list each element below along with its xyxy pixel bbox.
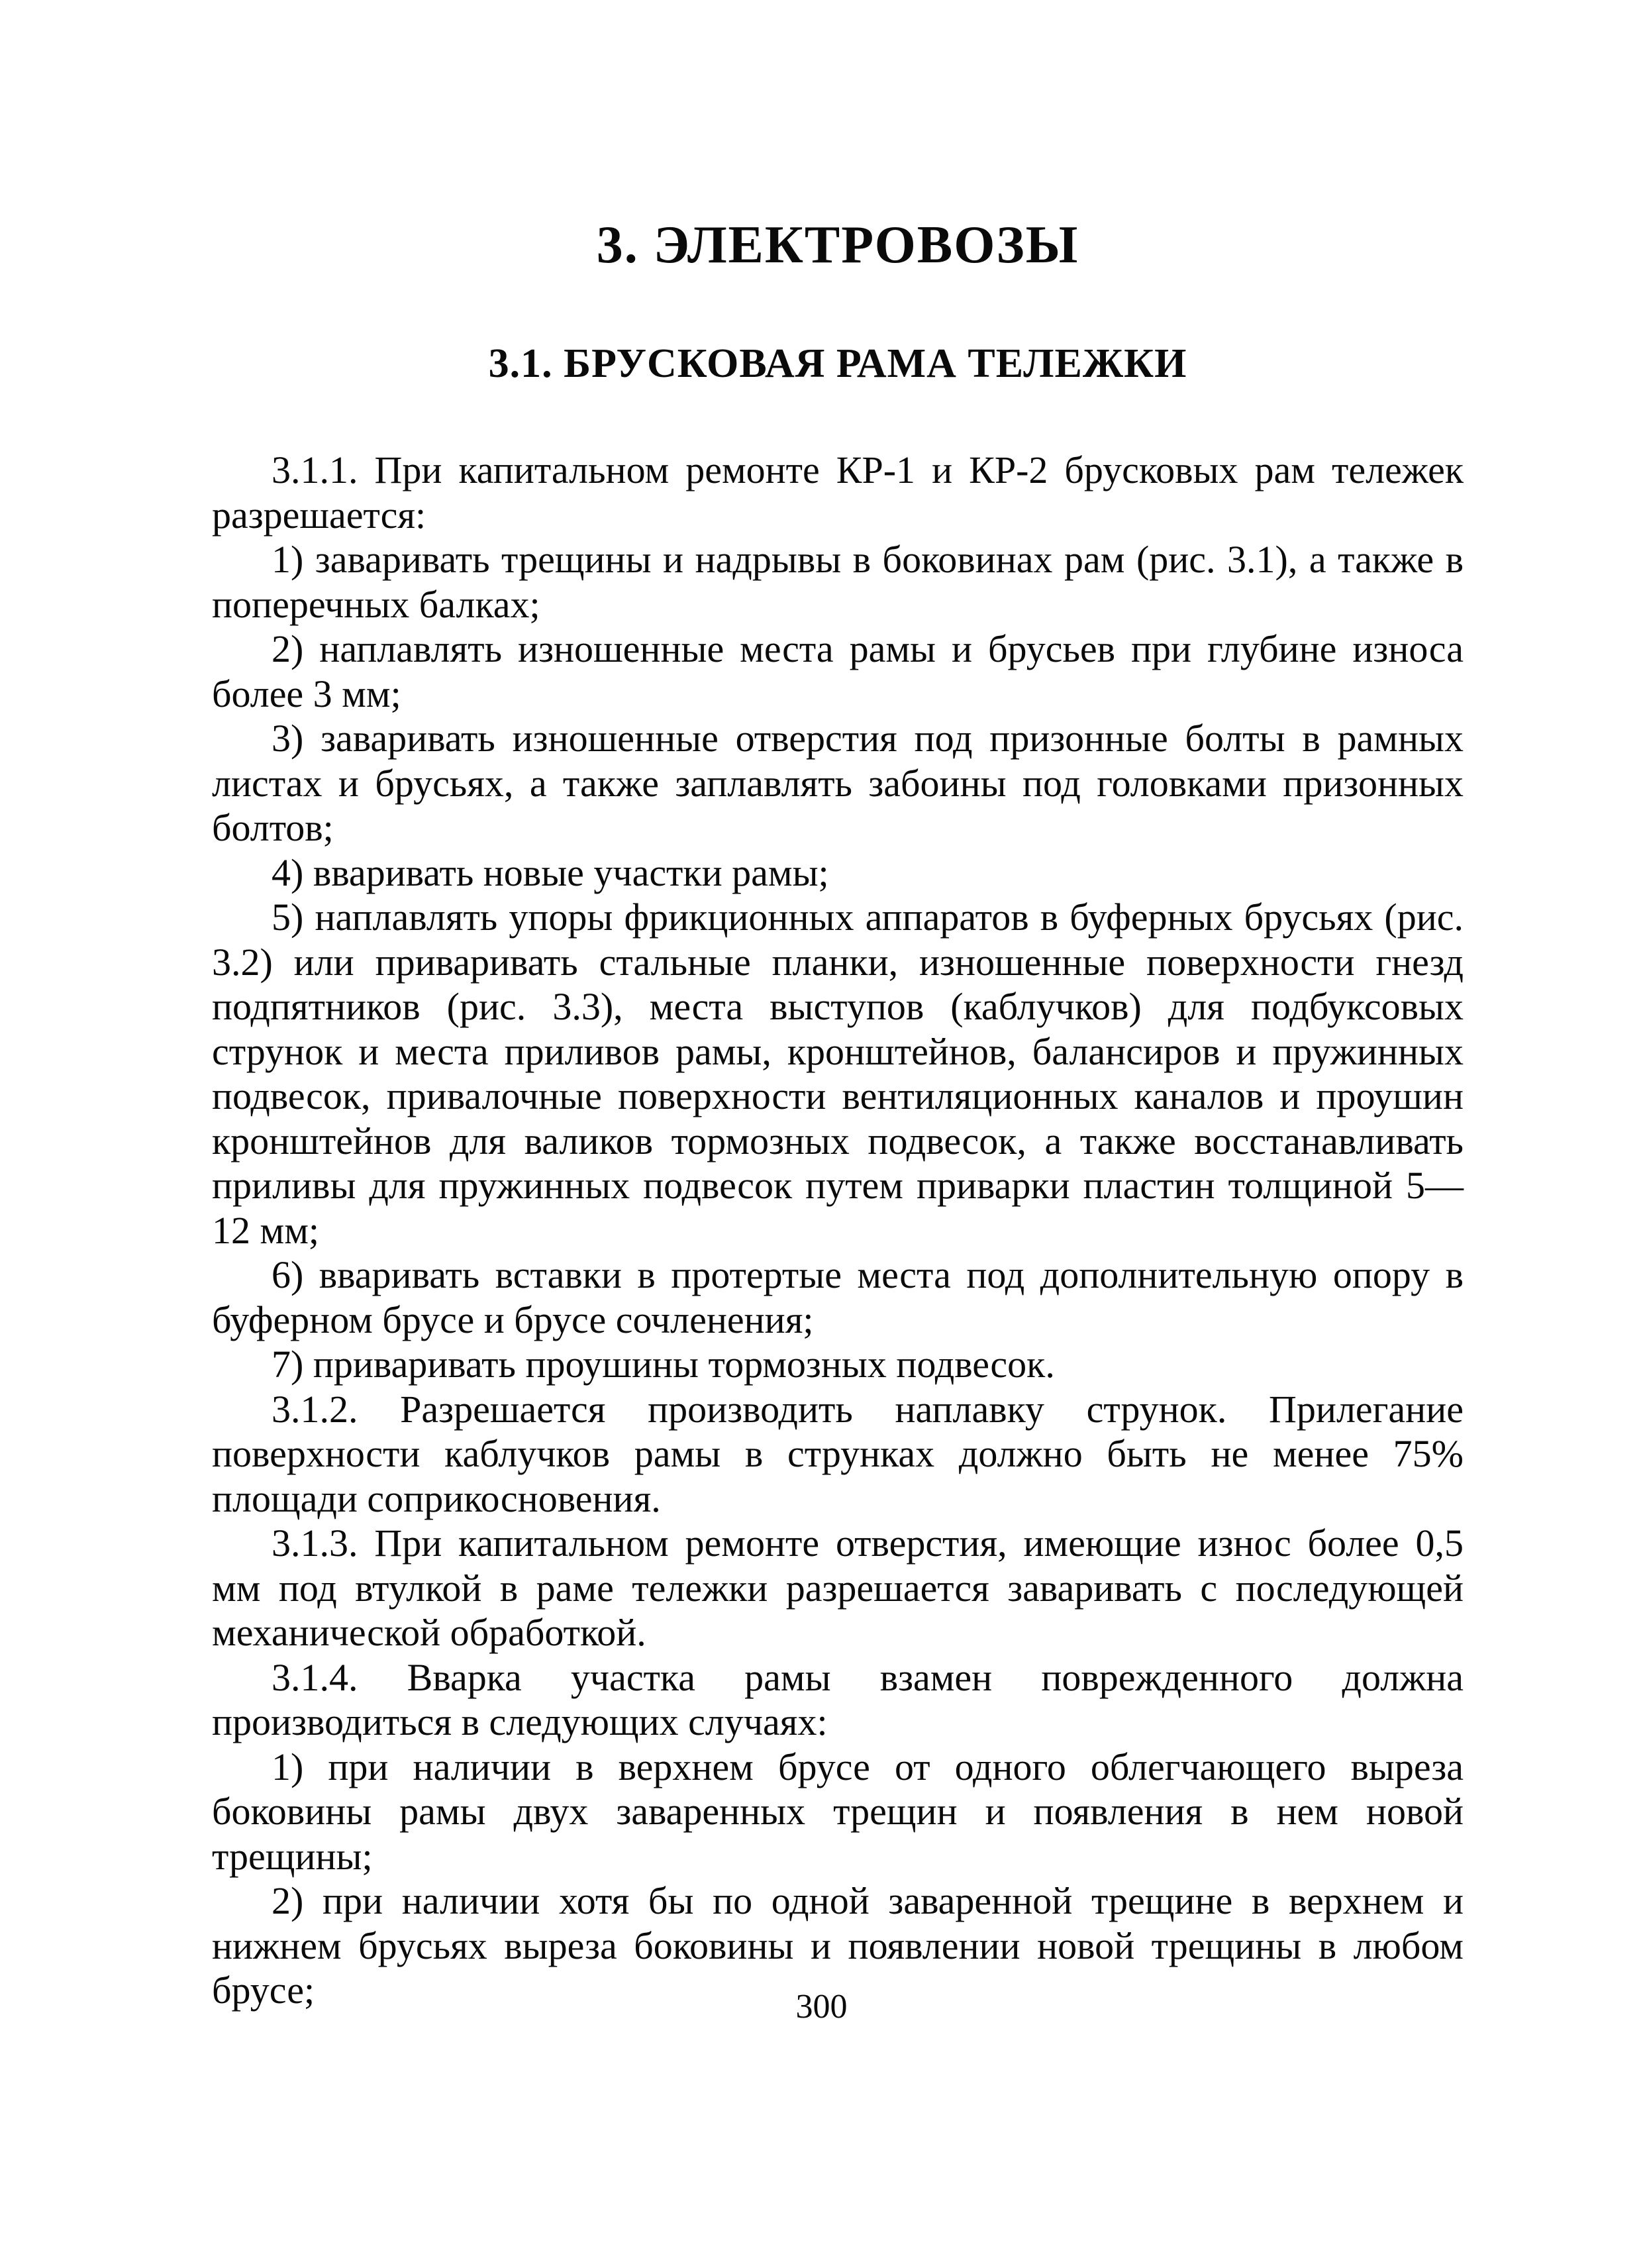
list-item-7: 7) приваривать проушины тормозных подвесок. xyxy=(272,1343,1055,1386)
list-item-4: 4) вваривать новые участки рамы; xyxy=(272,850,829,894)
paragraph-3-1-1: 3.1.1. При капитальном ремонте КР-1 и КР-2 брусковых рам тележек разрешается: xyxy=(212,448,1464,537)
document-page xyxy=(212,216,1464,2013)
case-item-2: 2) при наличии хотя бы по одной заваренной трещине в верхнем и нижнем брусьях выреза боковины и появлении новой трещины в любом брусе; xyxy=(212,1879,1464,2012)
paragraph-3-1-2: 3.1.2. Разрешается производить наплавку струнок. Прилегание поверхности каблучков рамы в струнках должно быть не менее 75% площади соприкосновения. xyxy=(212,1387,1464,1520)
section-title: 3.1. БРУСКОВАЯ РАМА ТЕЛЕЖКИ xyxy=(488,341,1187,386)
list-item-1: 1) заваривать трещины и надрывы в боковинах рам (рис. 3.1), а также в поперечных балках; xyxy=(212,538,1464,626)
chapter-title: 3. ЭЛЕКТРОВОЗЫ xyxy=(596,216,1079,274)
page-number: 300 xyxy=(795,1988,848,2026)
list-item-3: 3) заваривать изношенные отверстия под призонные болты в рамных листах и брусьях, а также заплавлять забоины под головками призонных болтов; xyxy=(212,717,1464,849)
case-item-1: 1) при наличии в верхнем брусе от одного облегчающего выреза боковины рамы двух заваренных трещин и появления в нем новой трещины; xyxy=(212,1745,1464,1878)
list-item-5: 5) наплавлять упоры фрикционных аппаратов в буферных брусьях (рис. 3.2) или приваривать стальные планки, изношенные поверхности гнезд подпятников (рис. 3.3), места выступов (каблучков) для подбуксовых струнок и места приливов рамы, кронштейнов, балансиров и пружинных подвесок, привалочные поверхности вентиляционных каналов и проушин кронштейнов для валиков тормозных подвесок, а также восстанавливать приливы для пружинных подвесок путем приварки пластин толщиной 5—12 мм; xyxy=(212,896,1464,1252)
list-item-6: 6) вваривать вставки в протертые места под дополнительную опору в буферном брусе и брусе сочленения; xyxy=(212,1253,1464,1341)
list-item-2: 2) наплавлять изношенные места рамы и брусьев при глубине износа более 3 мм; xyxy=(212,627,1464,715)
body-text xyxy=(212,448,1464,2013)
paragraph-3-1-4: 3.1.4. Вварка участка рамы взамен поврежденного должна производиться в следующих случаях: xyxy=(212,1655,1464,1743)
paragraph-3-1-3: 3.1.3. При капитальном ремонте отверстия, имеющие износ более 0,5 мм под втулкой в раме тележки разрешается заваривать с последующей механической обработкой. xyxy=(212,1521,1464,1654)
